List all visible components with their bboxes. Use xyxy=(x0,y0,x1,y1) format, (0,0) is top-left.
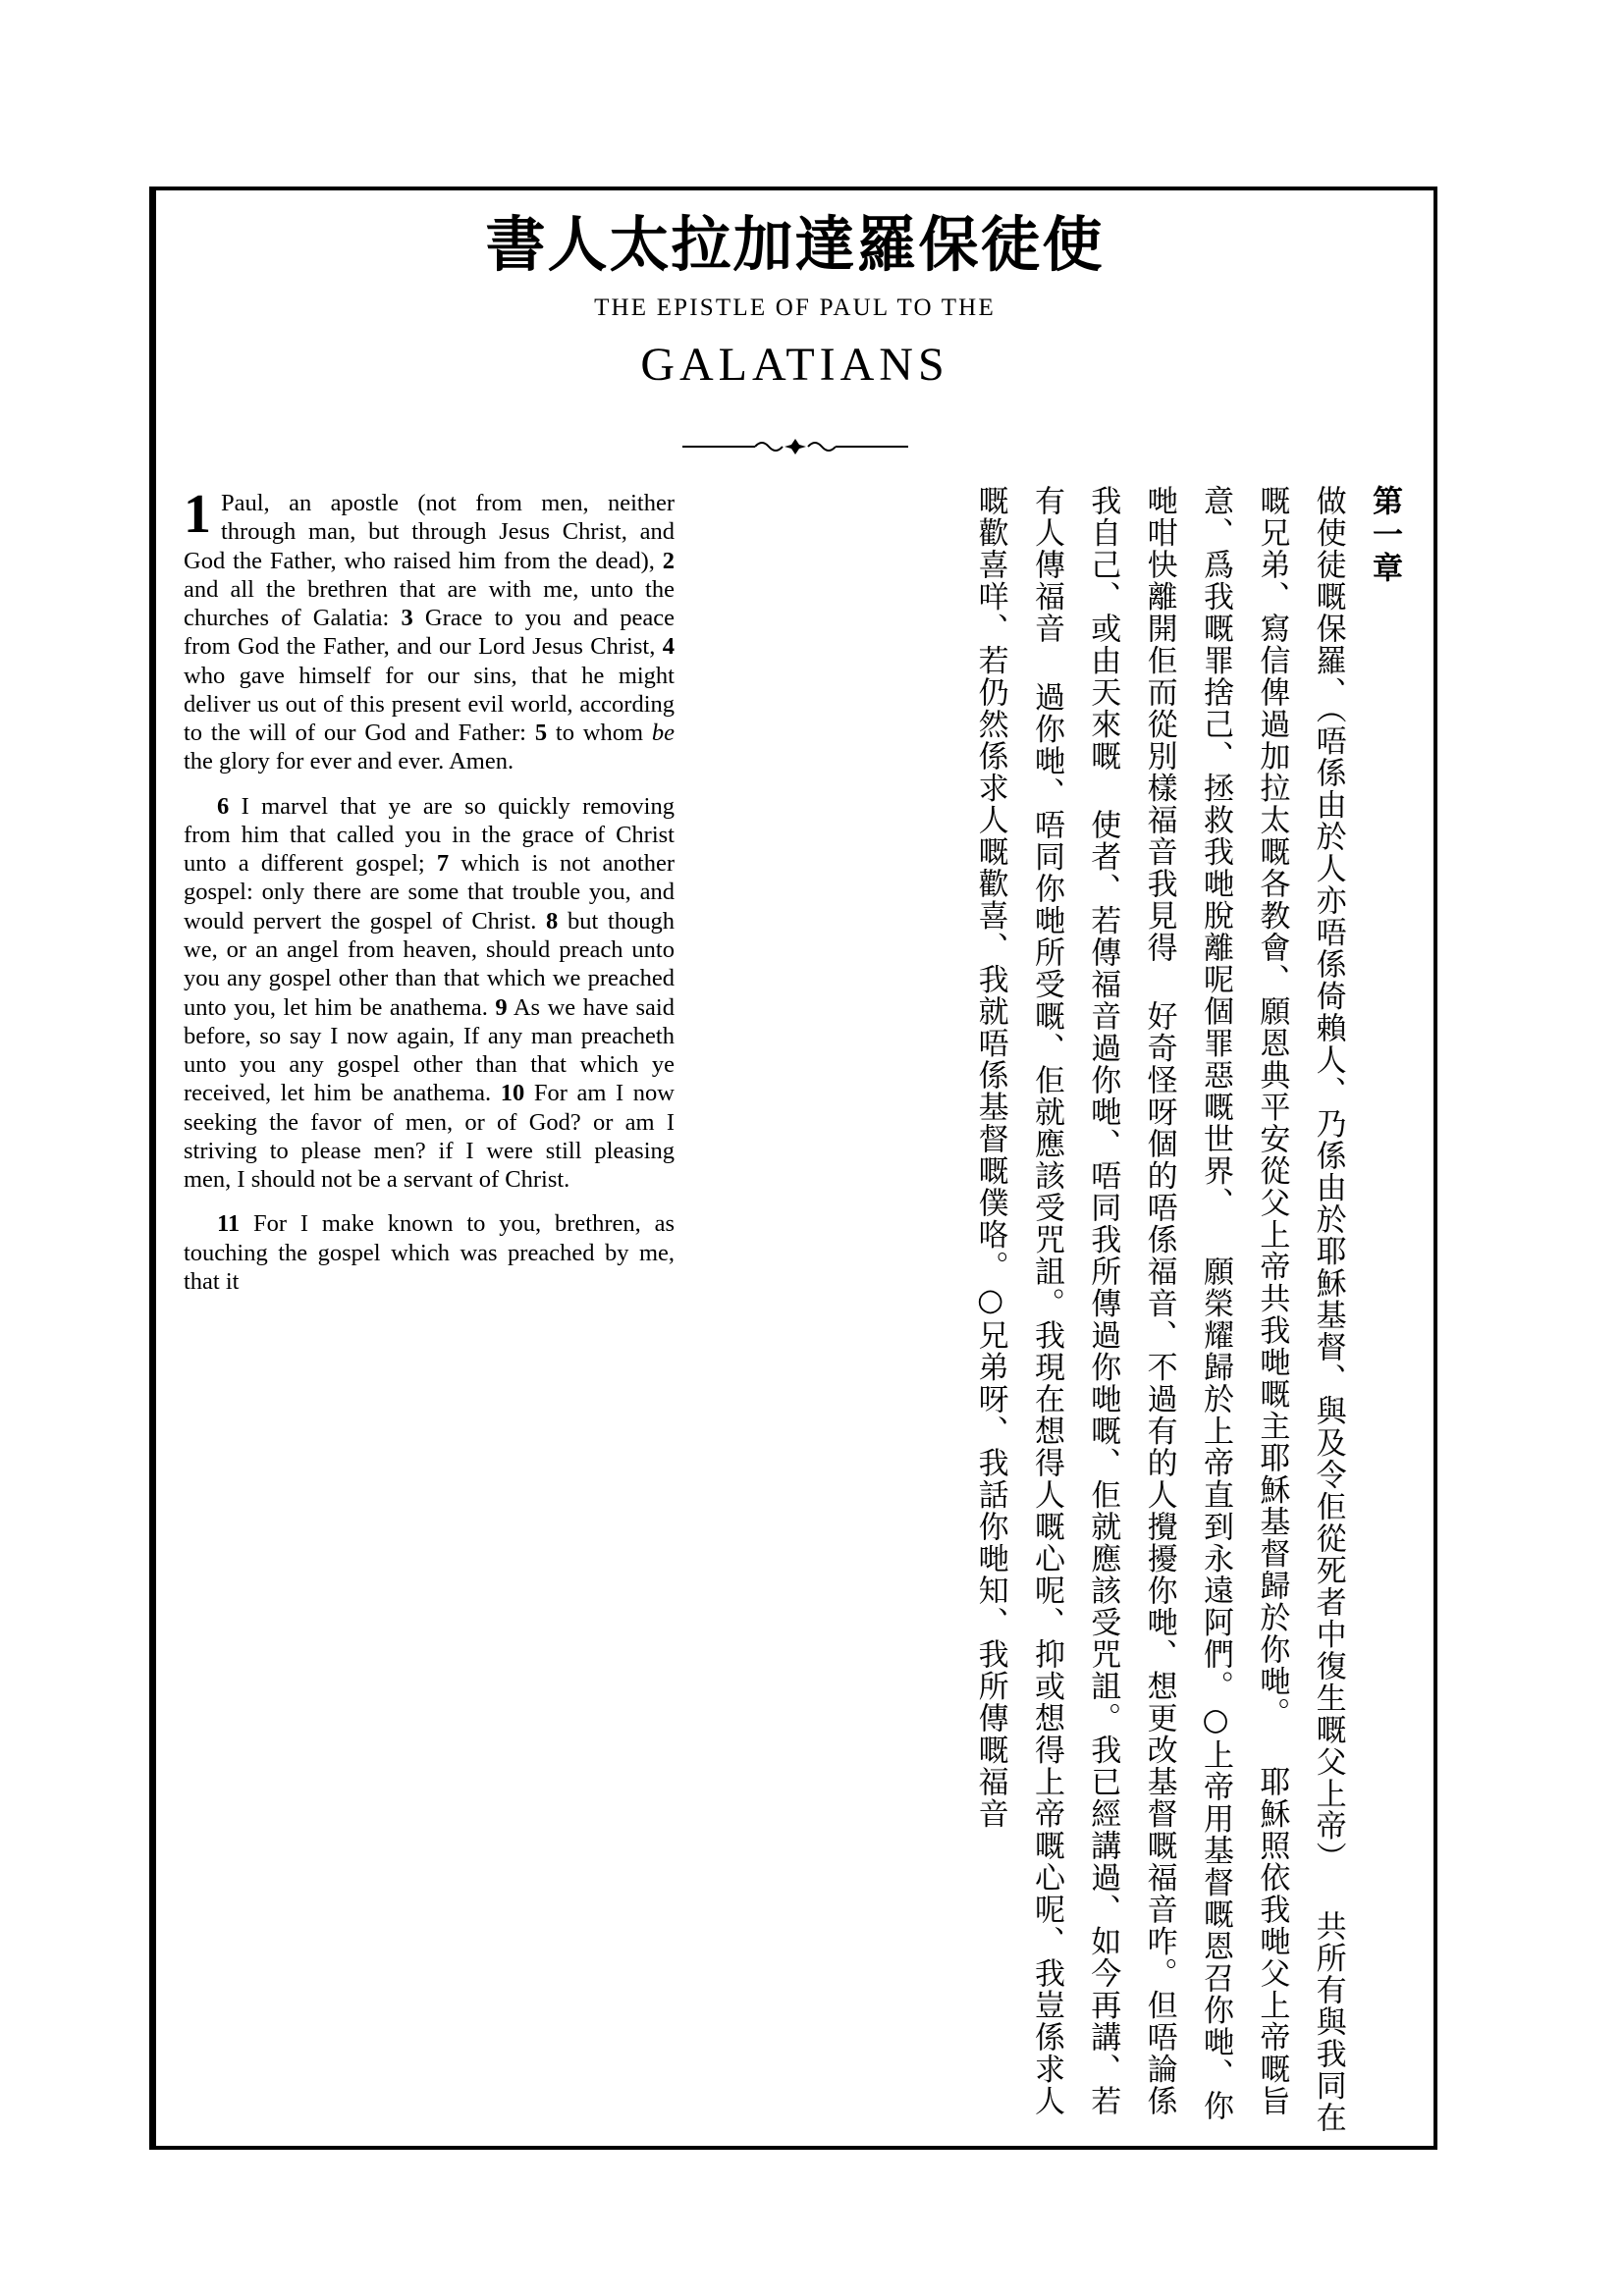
chinese-chapter-heading: 第一章 xyxy=(1367,485,1402,585)
chinese-book-title: 書人太拉加達羅保徒使 xyxy=(485,210,1105,280)
ornament-divider xyxy=(682,436,908,457)
chinese-line-6: 使者、若傳福音過你哋、唔同我所傳過你哋嘅、佢就應該受咒詛。我已經講過、如今再講、若有人傳福音 xyxy=(1028,485,1121,2117)
english-paragraph-1-text: Paul, an apostle (not from men, neither through man, but through Jesus Christ, and God the Father, who raised him from the dead), 2 and all the brethren that are with me, unto the churches of Galatia: 3 Grace to you and peace from God the Father, and our Lord Jesus Christ, 4 who gave himself for our sins, that he might deliver us out of this present evil world, according to the will of our God and Father: 5 to whom be the glory for ever and ever. Amen. xyxy=(184,490,675,775)
chinese-line-7: 過你哋、唔同你哋所受嘅、佢就應該受咒詛。我現在想得人嘅心呢、抑或想得上帝嘅心呢、我豈係求人 xyxy=(1028,681,1064,2117)
english-superscript: THE EPISTLE OF PAUL TO THE xyxy=(594,294,996,322)
text-columns xyxy=(156,485,1434,2144)
chinese-line-5: 好奇怪呀個的唔係福音、不過有的人攪擾你哋、想更改基督嘅福音咋。但唔論係我自己、或由天來嘅 xyxy=(1085,485,1177,2117)
masthead xyxy=(156,212,1434,392)
english-paragraph-1 xyxy=(184,489,675,776)
chinese-line-4: 願榮耀歸於上帝直到永遠阿們。○上帝用基督嘅恩召你哋、你哋咁快離開佢而從別樣福音我見得 xyxy=(1141,485,1233,2122)
chinese-line-1: 做使徒嘅保羅、（唔係由於人亦唔係倚賴人、乃係由於耶穌基督、與及令佢從死者中復生嘅父上帝） xyxy=(1310,485,1346,1874)
english-book-title: GALATIANS xyxy=(640,339,949,392)
english-paragraph-3: 11 For I make known to you, brethren, as touching the gospel which was preached by me, that it xyxy=(184,1210,675,1295)
chinese-line-3: 耶穌照依我哋父上帝嘅旨意、爲我嘅罪捨己、拯救我哋脫離呢個罪惡嘅世界、 xyxy=(1197,485,1290,2117)
english-text-column xyxy=(184,489,675,2130)
page-frame-border xyxy=(149,187,1437,2150)
chinese-line-2: 共所有與我同在嘅兄弟、寫信俾過加拉太嘅各教會、願恩典平安從父上帝共我哋嘅主耶穌基督歸於你哋。 xyxy=(1254,485,1346,2134)
chinese-text-column xyxy=(697,485,1412,2136)
chinese-line-8: 嘅歡喜咩、若仍然係求人嘅歡喜、我就唔係基督嘅僕咯。○兄弟呀、我話你哋知、我所傳嘅福音 xyxy=(972,485,1008,1830)
drop-cap: 1 xyxy=(184,489,211,545)
english-paragraph-2: 6 I marvel that ye are so quickly removing from him that called you in the grace of Christ unto a different gospel; 7 which is not another gospel: only there are some that trouble you, and would pervert the gospel of Christ. 8 but though we, or an angel from heaven, should preach unto you any gospel other than that which we preached unto you, let him be anathema. 9 As we have said before, so say I now again, If any man preacheth unto you any gospel other than that which ye received, let him be anathema. 10 For am I now seeking the favor of men, or of God? or am I striving to please men? if I were still pleasing men, I should not be a servant of Christ. xyxy=(184,792,675,1194)
